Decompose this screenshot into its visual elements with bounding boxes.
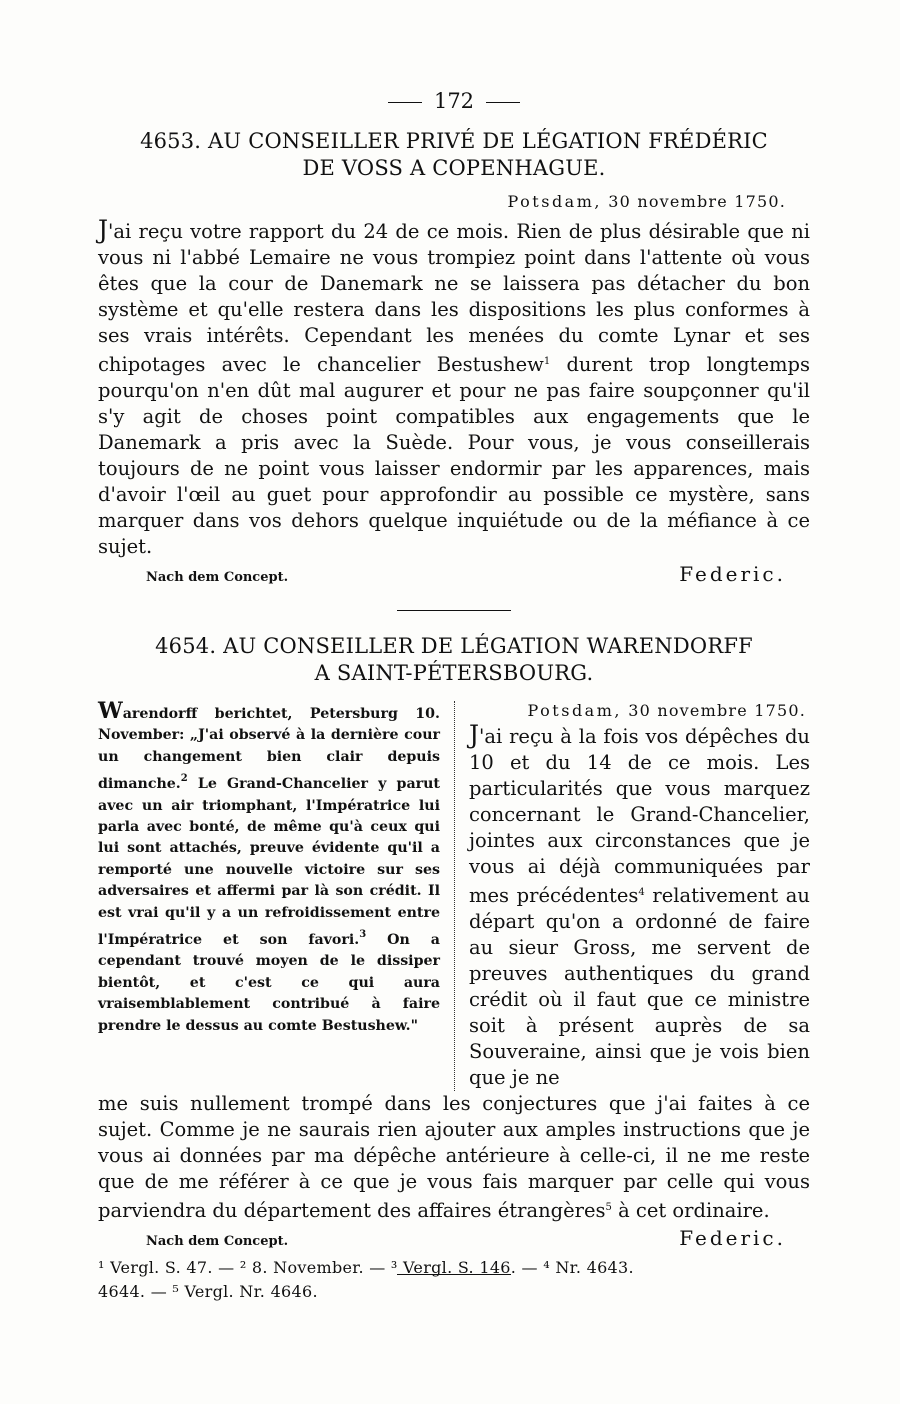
footnote-ref-1: 1	[543, 356, 551, 367]
letter-body-part2: durent trop longtemps pourqu'on n'en dût mal augurer et pour ne pas faire soupçonner qu'il s'y agit de choses point compatibles aux engagements que le Danemark a pris avec la Suède. Pour vous, je vous conseillerais toujours de ne point vous laisser endormir par les apparences, mais d'avoir l'œil au guet pour approfondir au possible ce mystère, sans marquer dans vos dehors quelque inquiétude ou de la méfiance à ce sujet.	[98, 353, 810, 558]
letter-body-part4: à cet ordinaire.	[611, 1199, 770, 1222]
letter-body	[98, 217, 810, 560]
letter-heading-line2: A SAINT-PÉTERSBOURG.	[314, 661, 594, 685]
footnotes	[98, 1256, 810, 1304]
document-page	[98, 86, 810, 1275]
footnote-ref-3: 3	[359, 929, 367, 941]
dateline-date: 30 novembre 1750.	[628, 701, 806, 720]
letter-body-part3: me suis nullement trompé dans les conjectures que j'ai faites à ce sujet. Comme je ne saurais rien ajouter aux amples instructions que je vous ai données par ma dépêche antérieure à celle-ci, il ne me reste que de me référer à ce que je vous fais marquer par celle qui vous parviendra du département des affaires étrangères	[98, 1092, 810, 1222]
letter-body-continued	[98, 1091, 810, 1224]
letter-dateline	[98, 192, 810, 211]
letter-4654	[98, 633, 810, 1275]
report-summary-column	[98, 698, 455, 1091]
section-divider	[397, 610, 511, 611]
report-summary-part1: arendorff berichtet, Petersburg 10. November: „J'ai observé à la dernière cour un changement bien clair depuis dimanche.	[98, 706, 440, 793]
letter-heading	[98, 128, 810, 182]
drop-initial: J	[469, 720, 480, 749]
dateline-place: Potsdam,	[507, 192, 602, 211]
letter-4653	[98, 128, 810, 611]
signature: Federic.	[679, 562, 786, 586]
footnotes-line2: 4644. — ⁵ Vergl. Nr. 4646.	[98, 1282, 318, 1301]
letter-heading-line2: DE VOSS A COPENHAGUE.	[302, 156, 606, 180]
letter-dateline	[469, 701, 810, 720]
letter-heading-line1: 4654. AU CONSEILLER DE LÉGATION WARENDORFF	[155, 634, 753, 658]
drop-initial: J	[98, 215, 109, 244]
page-number-dash-right	[486, 102, 520, 103]
letter-heading-line1: 4653. AU CONSEILLER PRIVÉ DE LÉGATION FRÉDÉRIC	[140, 129, 768, 153]
signature-row	[98, 562, 810, 590]
footnote-ref-2: 2	[180, 773, 188, 785]
dateline-date: 30 novembre 1750.	[608, 192, 786, 211]
two-column-block	[98, 698, 810, 1091]
page-number-row	[98, 86, 810, 116]
letter-body-part1: 'ai reçu à la fois vos dépêches du 10 et du 14 de ce mois. Les particularités que vous marquez concernant le Grand-Chancelier, jointes aux circonstances que je vous ai déjà communiquées par mes précédentes	[469, 725, 810, 907]
letter-body-part1: 'ai reçu votre rapport du 24 de ce mois. Rien de plus désirable que ni vous ni l'abbé Lemaire ne vous trompiez point dans l'attente où vous êtes que la cour de Danemark ne se laissera pas détacher du bon système et qu'elle restera dans les dispositions les plus conformes à ses vrais intérêts. Cependant les menées du comte Lynar et ses chipotages avec le chancelier Bestushew	[98, 220, 810, 376]
footnote-ref-5: 5	[605, 1202, 612, 1213]
footnote-ref-4: 4	[638, 887, 645, 898]
source-note: Nach dem Concept.	[146, 1234, 289, 1249]
letter-column	[455, 701, 810, 1091]
signature-row	[98, 1226, 810, 1254]
letter-body-column	[469, 722, 810, 1091]
report-summary-part3: On a cependant trouvé moyen de le dissiper bientôt, et c'est ce qui aura vraisemblablement contribué à faire prendre le dessus au comte Bestushew."	[98, 932, 440, 1034]
footnotes-line1: ¹ Vergl. S. 47. — ² 8. November. — ³ Vergl. S. 146. — ⁴ Nr. 4643.	[98, 1258, 634, 1277]
page-number: 172	[433, 89, 475, 113]
source-note: Nach dem Concept.	[146, 570, 289, 585]
signature: Federic.	[679, 1226, 786, 1250]
letter-body-part2: relativement au départ qu'on a ordonné de faire au sieur Gross, me servent de preuves authentiques du grand crédit où il faut que ce ministre soit à présent auprès de sa Souveraine, ainsi que je vois bien que je ne	[469, 884, 810, 1089]
page-number-dash-left	[388, 102, 422, 103]
report-summary-part2: Le Grand-Chancelier y parut avec un air triomphant, l'Impératrice lui parla avec bonté, de même qu'à ceux qui lui sont attachés, preuve évidente qu'il a remporté une nouvelle victoire sur ses adversaires et affermi par là son crédit. Il est vrai qu'il y a un refroidissement entre l'Impératrice et son favori.	[98, 776, 440, 949]
letter-heading	[98, 633, 810, 687]
dateline-place: Potsdam,	[527, 701, 622, 720]
drop-initial: W	[98, 698, 123, 724]
